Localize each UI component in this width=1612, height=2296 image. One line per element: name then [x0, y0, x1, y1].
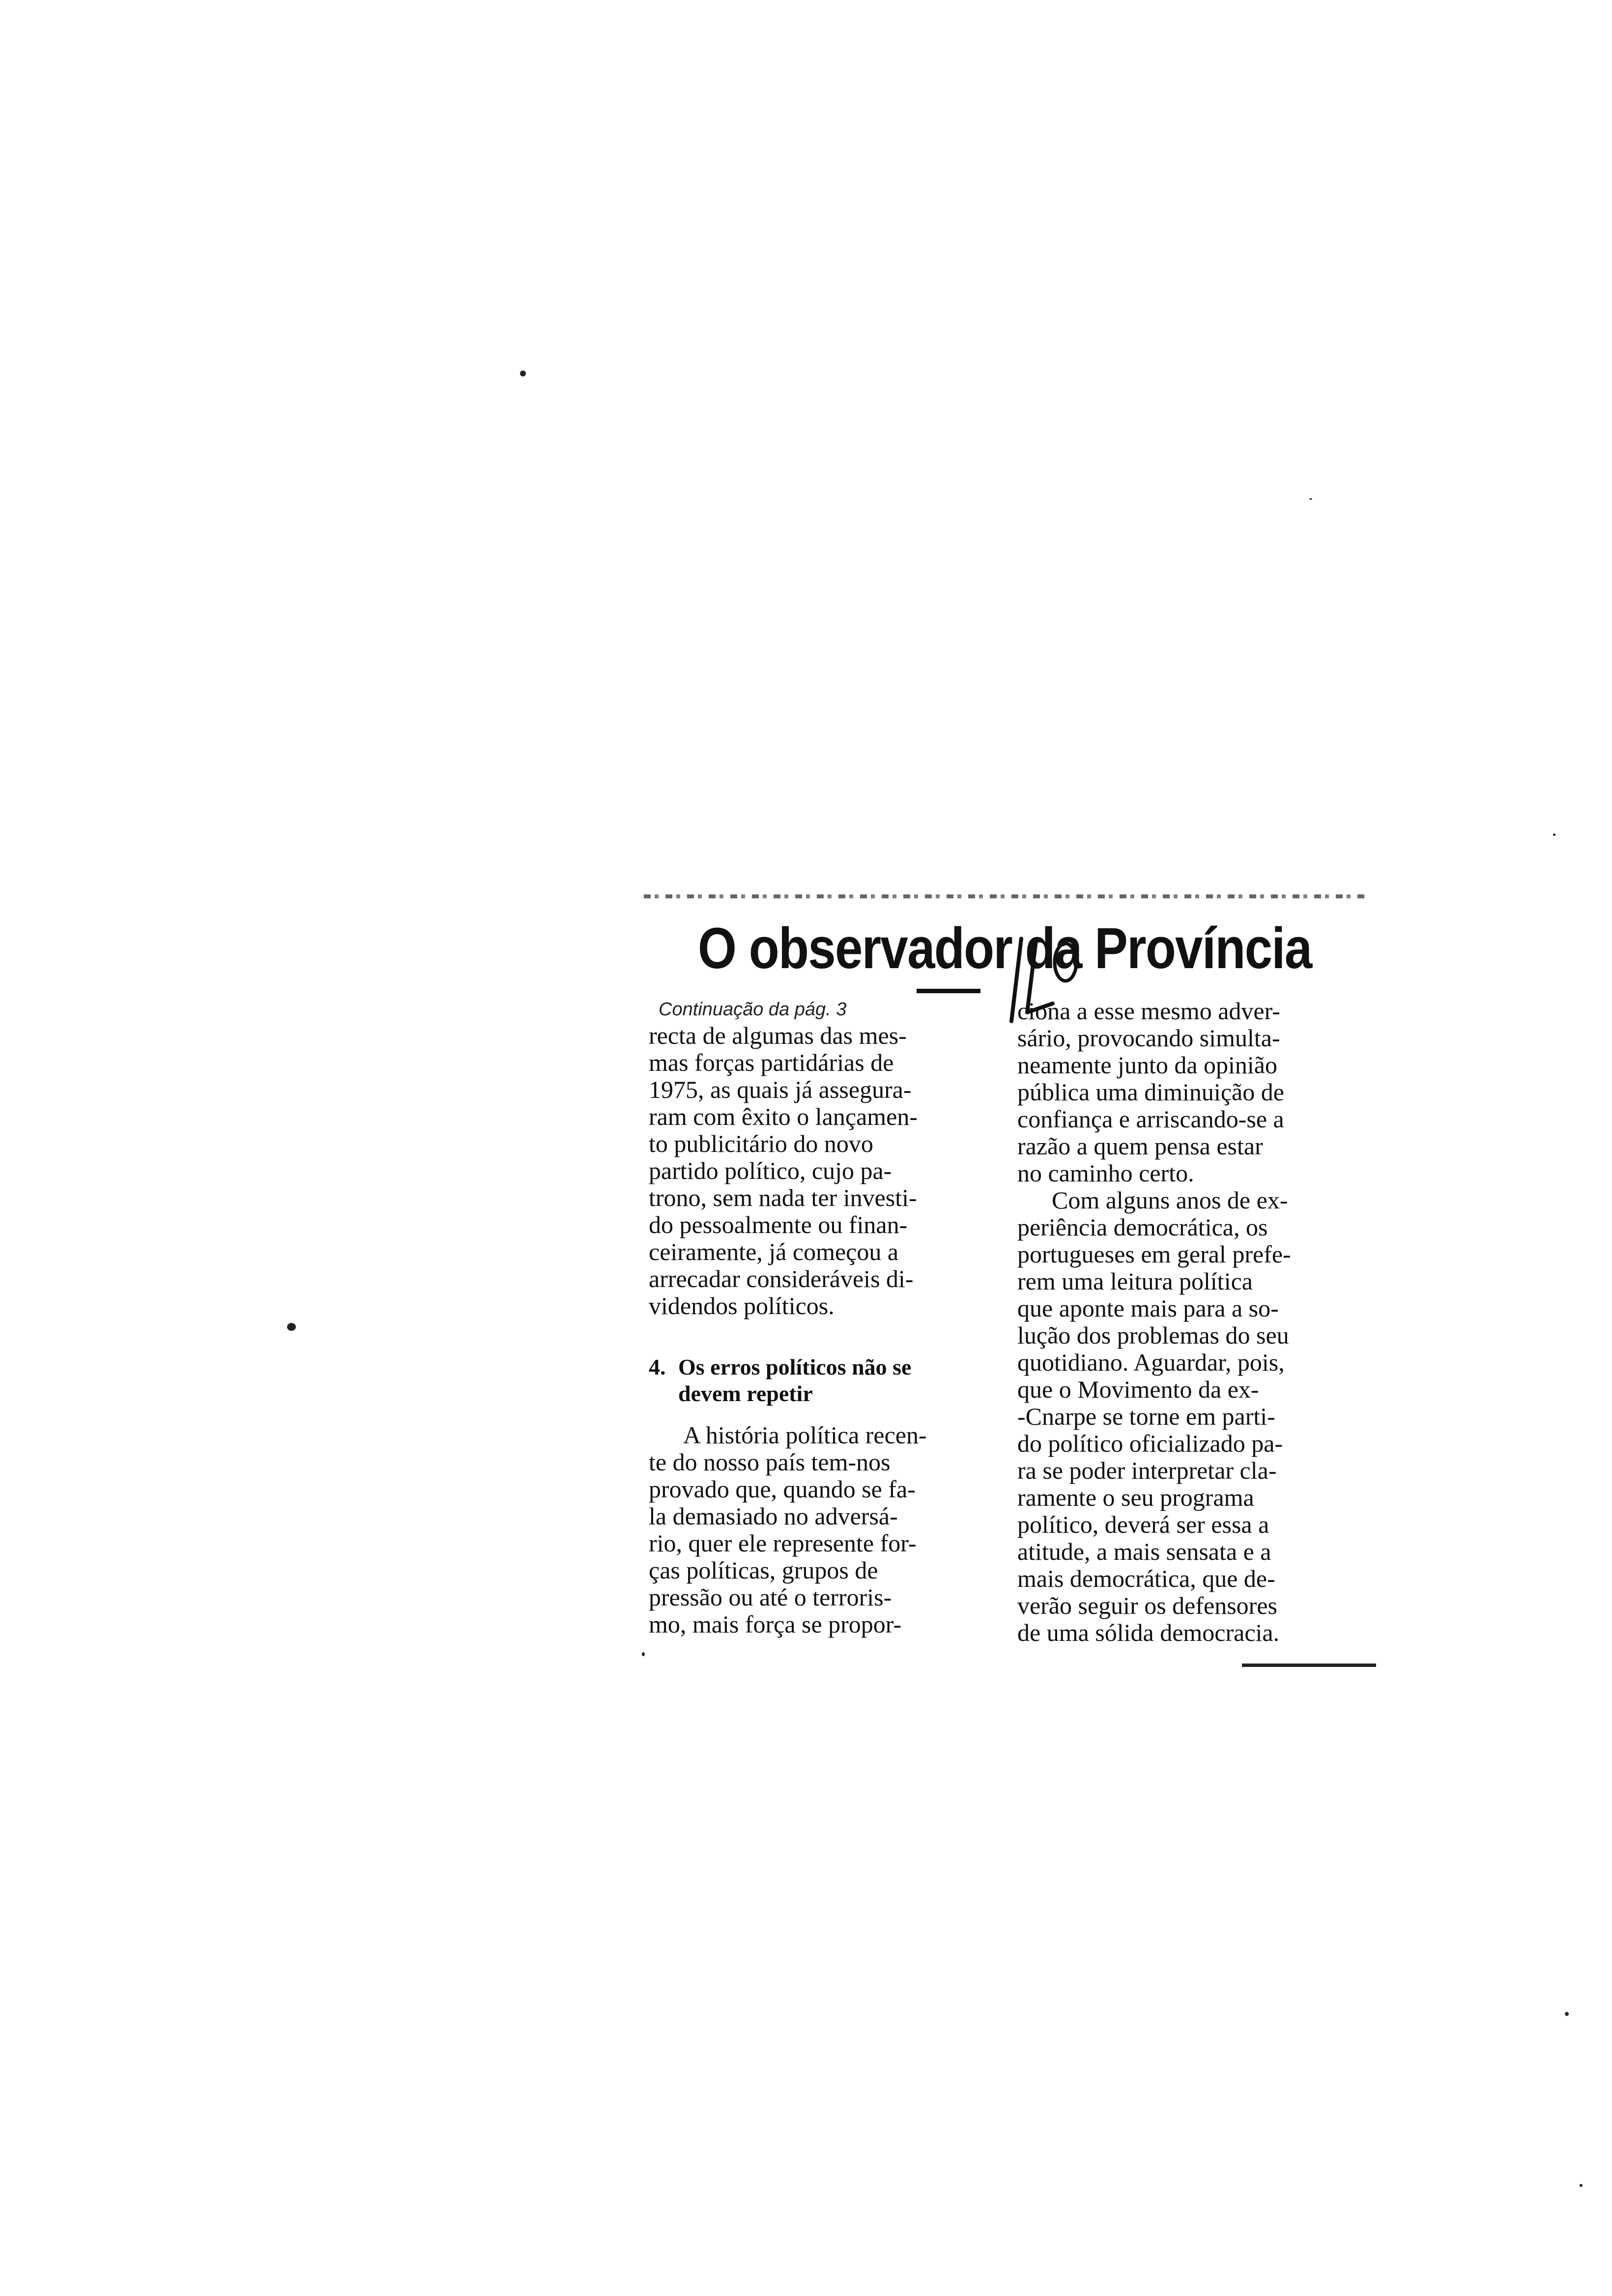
right-paragraph-1: ciona a esse mesmo adver- sário, provocando simulta- neamente junto da opinião pública uma diminuição de confiança e arriscando-se a razão a quem pensa estar no caminho certo.	[1017, 997, 1284, 1187]
section-number: 4.	[649, 1354, 666, 1379]
headline: O observador da Província	[698, 916, 1312, 981]
top-rule	[644, 894, 1366, 898]
scan-speck	[520, 371, 526, 376]
scan-speck	[1553, 833, 1555, 836]
scan-speck	[1309, 498, 1312, 500]
section-heading-text: Os erros políticos não se devem repetir	[678, 1354, 912, 1406]
left-paragraph-1: recta de algumas das mes- mas forças partidárias de 1975, as quais já assegura- ram com êxito o lançamen- to publicitário do novo partido político, cujo pa- trono, sem nada ter investi- do pessoalmente ou finan- ceiramente, já começou a arrecadar consideráveis di- videndos políticos.	[649, 1022, 918, 1320]
continuation-note: Continuação da pág. 3	[659, 999, 847, 1020]
left-column	[649, 1022, 949, 1638]
short-rule	[917, 989, 980, 993]
scan-speck	[1565, 2012, 1569, 2016]
bottom-rule	[1184, 1664, 1376, 1667]
scan-speck	[287, 1323, 296, 1331]
section-heading	[649, 1354, 949, 1407]
scan-speck	[1580, 2184, 1583, 2187]
left-paragraph-2: A história política recen- te do nosso país tem-nos provado que, quando se fa- la demasiado no adversá- rio, quer ele represente for- ças políticas, grupos de pressão ou até o terroris- mo, mais força se propor-	[649, 1421, 927, 1638]
newspaper-clipping	[624, 880, 1371, 1676]
right-paragraph-2: Com alguns anos de ex- periência democrática, os portugueses em geral prefe- rem uma leitura política que aponte mais para a so- lução dos problemas do seu quotidiano. Aguardar, pois, que o Movimento da ex- -Cnarpe se torne em parti- do político oficializado pa- ra se poder interpretar cla- ramente o seu programa político, deverá ser essa a atitude, a mais sensata e a mais democrática, que de- verão seguir os defensores de uma sólida democracia.	[1017, 1186, 1291, 1646]
right-column	[1017, 998, 1361, 1646]
